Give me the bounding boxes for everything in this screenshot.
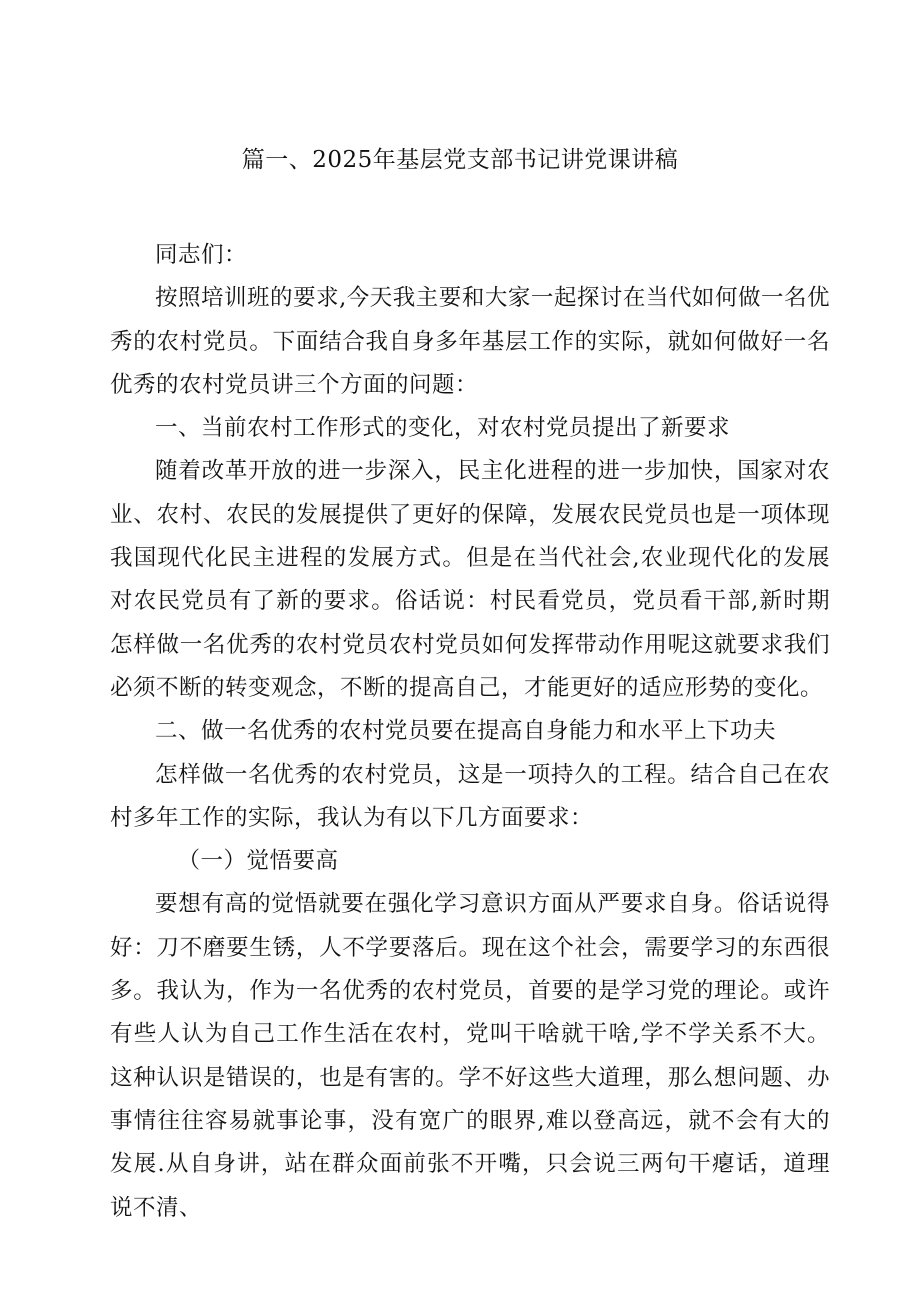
body-paragraph: 怎样做一名优秀的农村党员，这是一项持久的工程。结合自己在农村多年工作的实际，我认为有以下几方面要求： bbox=[110, 761, 830, 831]
subsection-heading-1: （一）觉悟要高 bbox=[177, 848, 339, 875]
section-heading-1: 一、当前农村工作形式的变化，对农村党员提出了新要求 bbox=[155, 415, 731, 442]
body-paragraph: 要想有高的觉悟就要在强化学习意识方面从严要求自身。俗话说得好：刀不磨要生锈，人不学要落后。现在这个社会，需要学习的东西很多。我认为，作为一名优秀的农村党员，首要的是学习党的理论。或许有些人认为自己工作生活在农村，党叫干啥就干啥,学不学关系不大。这种认识是错误的，也是有害的。学不好这些大道理，那么想问题、办事情往往容易就事论事，没有宽广的眼界,难以登高远，就不会有大的发展.从自身讲，站在群众面前张不开嘴，只会说三两句干瘪话，道理说不清、 bbox=[110, 891, 830, 1221]
document-body bbox=[110, 234, 830, 1230]
body-paragraph: 随着改革开放的进一步深入，民主化进程的进一步加快，国家对农业、农村、农民的发展提供了更好的保障，发展农民党员也是一项体现我国现代化民主进程的发展方式。但是在当代社会,农业现代化的发展对农民党员有了新的要求。俗话说：村民看党员，党员看干部,新时期怎样做一名优秀的农村党员农村党员如何发挥带动作用呢这就要求我们必须不断的转变观念，不断的提高自己，才能更好的适应形势的变化。 bbox=[110, 458, 830, 701]
salutation-paragraph: 同志们： bbox=[155, 242, 248, 268]
section-heading-2: 二、做一名优秀的农村党员要在提高自身能力和水平上下功夫 bbox=[155, 718, 777, 745]
document-title: 篇一、2025年基层党支部书记讲党课讲稿 bbox=[241, 147, 679, 173]
intro-paragraph: 按照培训班的要求,今天我主要和大家一起探讨在当代如何做一名优秀的农村党员。下面结合我自身多年基层工作的实际，就如何做好一名优秀的农村党员讲三个方面的问题： bbox=[110, 285, 830, 398]
